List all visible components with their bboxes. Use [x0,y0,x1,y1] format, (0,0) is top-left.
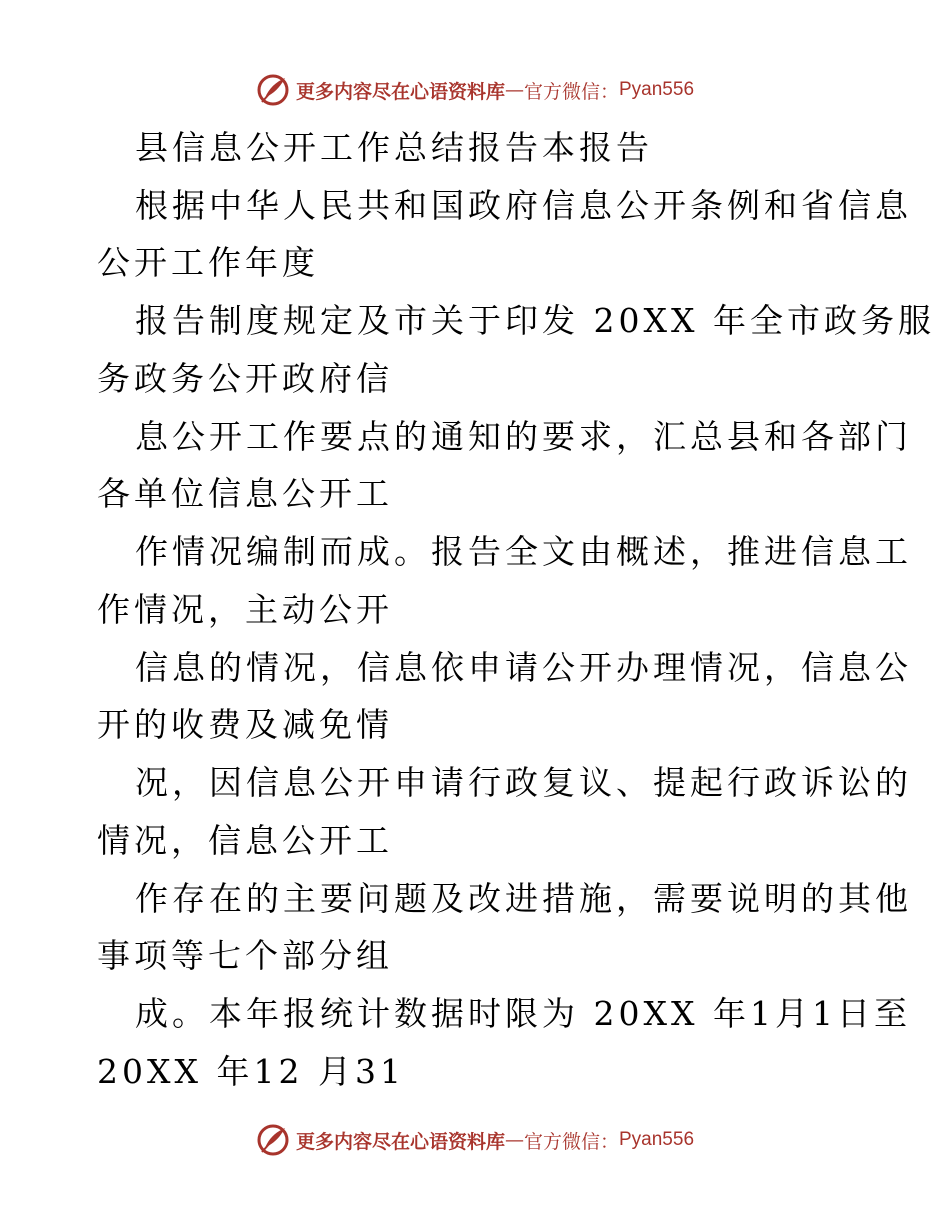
header-banner [0,70,950,110]
doc-line: 成。本年报统计数据时限为 20XX 年1月1日至 [135,994,911,1033]
doc-line: 务政务公开政府信 [97,359,393,398]
doc-line: 报告制度规定及市关于印发 20XX 年全市政务服 [135,301,935,340]
doc-line: 情况，信息公开工 [97,821,393,860]
footer-banner [0,1120,950,1160]
banner-separator: — [504,79,524,101]
doc-line: 根据中华人民共和国政府信息公开条例和省信息 [135,186,912,225]
doc-line: 开的收费及减免情 [97,705,393,744]
doc-line: 作存在的主要问题及改进措施，需要说明的其他 [135,879,912,918]
banner-main-text: 更多内容尽在心语资料库 [295,1130,505,1153]
doc-line: 作情况，主动公开 [97,590,393,629]
doc-line: 事项等七个部分组 [97,936,393,975]
banner-main-text: 更多内容尽在心语资料库 [295,80,505,103]
banner-wechat-label: 官方微信： [523,80,619,103]
doc-line: 县信息公开工作总结报告本报告 [135,128,653,167]
feather-quill-logo-icon [256,1123,290,1157]
doc-line: 息公开工作要点的通知的要求，汇总县和各部门 [135,417,912,456]
banner-wechat-id: Pyan556 [619,1129,695,1150]
feather-quill-logo-icon [256,73,290,107]
banner-wechat-id: Pyan556 [619,79,695,100]
banner-separator: — [504,1129,524,1151]
doc-line: 作情况编制而成。报告全文由概述，推进信息工 [135,532,912,571]
doc-line: 况，因信息公开申请行政复议、提起行政诉讼的 [135,763,912,802]
doc-line: 各单位信息公开工 [97,474,393,513]
banner-wechat-label: 官方微信： [523,1130,619,1153]
doc-line: 公开工作年度 [97,243,319,282]
doc-line: 20XX 年12 月31 [97,1052,405,1091]
doc-line: 信息的情况，信息依申请公开办理情况，信息公 [135,648,912,687]
